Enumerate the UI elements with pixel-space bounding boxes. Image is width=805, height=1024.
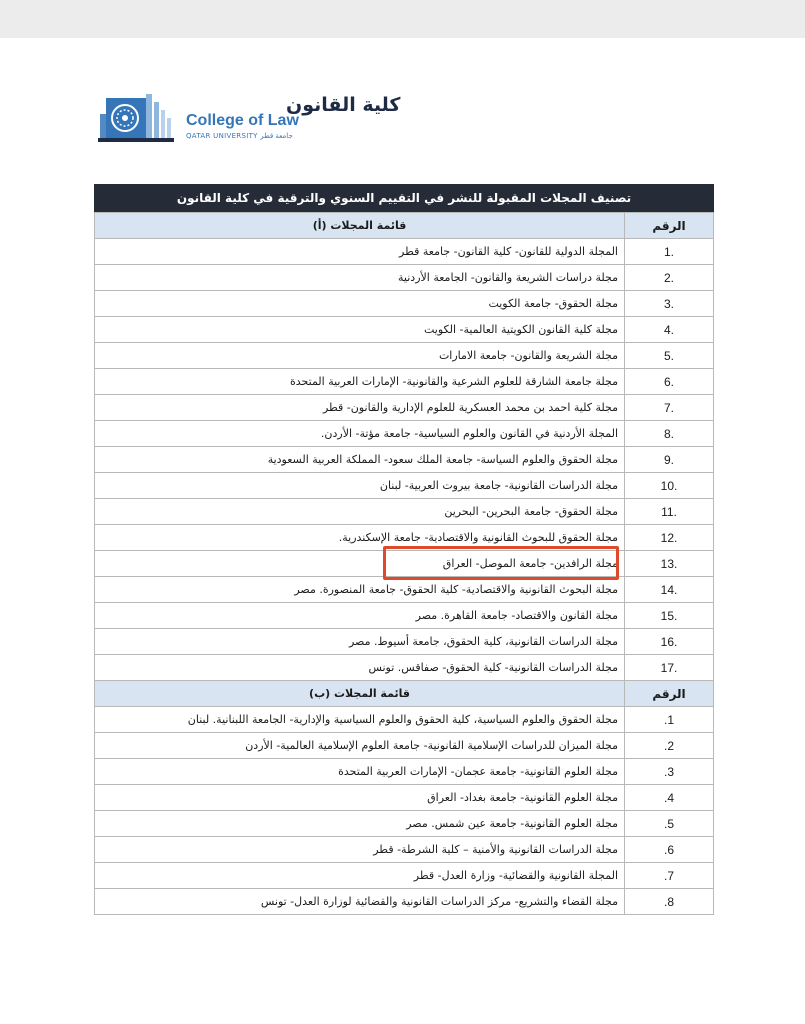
journal-name: مجلة الحقوق- جامعة البحرين- البحرين xyxy=(95,499,625,525)
logo-english-name: College of Law xyxy=(186,112,299,129)
table-row xyxy=(95,629,714,655)
section-title: قائمة المجلات (ب) xyxy=(95,681,625,707)
number-column-header: الرقم xyxy=(625,213,714,239)
table-row xyxy=(95,603,714,629)
journal-name: مجلة الدراسات القانونية- كلية الحقوق- صفاقس. تونس xyxy=(95,655,625,681)
row-number: 7. xyxy=(625,395,714,421)
section-title: قائمة المجلات (أ) xyxy=(95,213,625,239)
table-row xyxy=(95,811,714,837)
row-number: .3 xyxy=(625,759,714,785)
table-row xyxy=(95,759,714,785)
journal-name: مجلة العلوم القانونية- جامعة عجمان- الإمارات العربية المتحدة xyxy=(95,759,625,785)
journal-name: مجلة الميزان للدراسات الإسلامية القانونية- جامعة العلوم الإسلامية العالمية- الأردن xyxy=(95,733,625,759)
table-row xyxy=(95,447,714,473)
table-row xyxy=(95,369,714,395)
number-column-header: الرقم xyxy=(625,681,714,707)
highlight-box xyxy=(383,546,619,580)
table-row xyxy=(95,889,714,915)
row-number: .5 xyxy=(625,811,714,837)
row-number: .1 xyxy=(625,707,714,733)
row-number: 6. xyxy=(625,369,714,395)
journal-name: مجلة الرافدين- جامعة الموصل- العراق xyxy=(95,551,625,577)
table-row xyxy=(95,863,714,889)
journal-name: المجلة الأردنية في القانون والعلوم السياسية- جامعة مؤتة- الأردن. xyxy=(95,421,625,447)
table-row xyxy=(95,343,714,369)
journal-name: مجلة دراسات الشريعة والقانون- الجامعة الأردنية xyxy=(95,265,625,291)
row-number: 11. xyxy=(625,499,714,525)
logo-university: QATAR UNIVERSITY جامعة قطر xyxy=(186,132,293,140)
row-number: .6 xyxy=(625,837,714,863)
table-row xyxy=(95,265,714,291)
table-row xyxy=(95,499,714,525)
journal-name: مجلة الحقوق- جامعة الكويت xyxy=(95,291,625,317)
row-number: 15. xyxy=(625,603,714,629)
journal-name: مجلة العلوم القانونية- جامعة بغداد- العراق xyxy=(95,785,625,811)
table-row xyxy=(95,785,714,811)
journal-name: مجلة القضاء والتشريع- مركز الدراسات القانونية والقضائية لوزارة العدل- تونس xyxy=(95,889,625,915)
journal-name: مجلة جامعة الشارقة للعلوم الشرعية والقانونية- الإمارات العربية المتحدة xyxy=(95,369,625,395)
table-row xyxy=(95,291,714,317)
journal-name: مجلة كلية القانون الكويتية العالمية- الكويت xyxy=(95,317,625,343)
table-row xyxy=(95,473,714,499)
journal-name: المجلة الدولية للقانون- كلية القانون- جامعة قطر xyxy=(95,239,625,265)
table-row xyxy=(95,733,714,759)
row-number: 4. xyxy=(625,317,714,343)
row-number: 13. xyxy=(625,551,714,577)
journal-name: مجلة الحقوق للبحوث القانونية والاقتصادية- جامعة الإسكندرية. xyxy=(95,525,625,551)
logo-arabic-name: كلية القانون xyxy=(286,94,401,116)
row-number: 9. xyxy=(625,447,714,473)
journal-name: المجلة القانونية والقضائية- وزارة العدل- قطر xyxy=(95,863,625,889)
row-number: .8 xyxy=(625,889,714,915)
journal-name: مجلة القانون والاقتصاد- جامعة القاهرة. مصر xyxy=(95,603,625,629)
journal-name: مجلة الحقوق والعلوم السياسة- جامعة الملك سعود- المملكة العربية السعودية xyxy=(95,447,625,473)
journal-name: مجلة الحقوق والعلوم السياسية، كلية الحقوق والعلوم السياسية والإدارية- الجامعة اللبنانية. لبنان xyxy=(95,707,625,733)
row-number: 3. xyxy=(625,291,714,317)
table-title: تصنيف المجلات المقبولة للنشر في التقييم السنوي والترقية في كلية القانون xyxy=(94,184,714,212)
row-number: 2. xyxy=(625,265,714,291)
journal-name: مجلة الدراسات القانونية- جامعة بيروت العربية- لبنان xyxy=(95,473,625,499)
table-row xyxy=(95,577,714,603)
row-number: 5. xyxy=(625,343,714,369)
journal-name: مجلة العلوم القانونية- جامعة عين شمس. مصر xyxy=(95,811,625,837)
row-number: .7 xyxy=(625,863,714,889)
table-row xyxy=(95,707,714,733)
row-number: 8. xyxy=(625,421,714,447)
college-logo xyxy=(98,92,401,152)
college-emblem-icon xyxy=(98,92,182,146)
row-number: 17. xyxy=(625,655,714,681)
table-row xyxy=(95,655,714,681)
top-bar xyxy=(0,0,805,38)
row-number: .4 xyxy=(625,785,714,811)
row-number: 14. xyxy=(625,577,714,603)
table-row xyxy=(95,837,714,863)
list-b-header xyxy=(95,681,714,707)
row-number: 12. xyxy=(625,525,714,551)
row-number: 10. xyxy=(625,473,714,499)
row-number: .2 xyxy=(625,733,714,759)
table-row xyxy=(95,317,714,343)
row-number: 1. xyxy=(625,239,714,265)
journal-name: مجلة الدراسات القانونية، كلية الحقوق، جامعة أسيوط. مصر xyxy=(95,629,625,655)
table-row xyxy=(95,421,714,447)
row-number: 16. xyxy=(625,629,714,655)
list-a-header xyxy=(95,213,714,239)
table-row xyxy=(95,395,714,421)
journal-name: مجلة البحوث القانونية والاقتصادية- كلية الحقوق- جامعة المنصورة. مصر xyxy=(95,577,625,603)
journal-name: مجلة الدراسات القانونية والأمنية – كلية الشرطة- قطر xyxy=(95,837,625,863)
journal-name: مجلة الشريعة والقانون- جامعة الامارات xyxy=(95,343,625,369)
table-row xyxy=(95,239,714,265)
journal-name: مجلة كلية احمد بن محمد العسكرية للعلوم الإدارية والقانون- قطر xyxy=(95,395,625,421)
